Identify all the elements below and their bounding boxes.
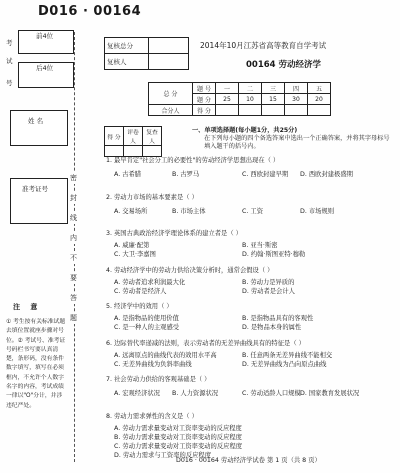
question-option[interactable]: C. 工资 [242, 207, 263, 215]
front4-label: 前4位 [36, 32, 54, 40]
reviewer-cell[interactable] [149, 54, 189, 70]
score-gain-3[interactable] [262, 105, 285, 116]
seal-char-3: 线 [70, 214, 77, 222]
question-option[interactable]: B. 劳动力是异质的 [242, 278, 295, 286]
score-h5: 五 [308, 83, 331, 94]
score-gain-5[interactable] [308, 105, 331, 116]
question-stem: 4. 劳动经济学中的劳动力供给决策分析时，通常会假设（ ） [106, 266, 274, 274]
question-option[interactable]: B. 人力资源状况 [172, 390, 219, 397]
question-option[interactable]: A. 是指物品的使用价值 [114, 315, 179, 322]
question-option[interactable]: D. 劳动者是会计人 [242, 287, 295, 295]
page-footer: D016 · 00164 劳动经济学试卷 第 1 页（共 8 页） [176, 457, 321, 464]
combiner-label: 合分人 [149, 105, 193, 116]
score-h4: 四 [285, 83, 308, 94]
question-stem: 1. 最早肯定"社会分工的必要性"的劳动经济学思想出现在（ ） [106, 157, 280, 164]
score-p0: 题 分 [193, 94, 216, 105]
name-label: 姓 名 [28, 117, 44, 125]
question-option[interactable]: B. 是指物品具有的客观性 [242, 315, 314, 322]
permit-number-label: 准考证号 [22, 185, 48, 193]
seal-char-4: 内 [70, 234, 77, 242]
question-option[interactable]: B. 市场主体 [172, 207, 206, 215]
paper-code: D016 · 00164 [38, 4, 142, 19]
seal-char-6: 要 [70, 274, 77, 282]
score-gain-label: 得 分 [193, 105, 216, 116]
section-grader-label: 评卷人 [124, 127, 143, 146]
question-stem: 8. 劳动力需求弹性的含义是（ ） [106, 412, 198, 420]
score-p5: 20 [308, 94, 331, 105]
question-option[interactable]: A. 劳动力需求量变动对工资率变动的反应程度 [114, 424, 242, 432]
review-total-label: 复核总分 [105, 38, 149, 54]
section-checker-cell[interactable] [143, 146, 162, 157]
question-option[interactable]: A. 远离原点的曲线代表的效用水平高 [114, 351, 217, 359]
question-option[interactable]: B. 劳动力需求量变动对工资率变动的反应程度 [114, 433, 242, 441]
question-stem: 5. 经济学中的效用（ ） [106, 303, 173, 310]
question-option[interactable]: A. 交易场所 [114, 207, 148, 215]
section-title: 一、单项选择题(每小题1分，共25分) [192, 127, 298, 134]
question-option[interactable]: B. 亚当·斯密 [242, 242, 278, 249]
section-grader-cell[interactable] [124, 146, 143, 157]
question-option[interactable]: C. 西欧封建早期 [242, 171, 289, 178]
back4-label: 后4位 [36, 64, 54, 72]
question-option[interactable]: C. 无差异曲线为负斜率曲线 [114, 360, 192, 368]
question-option[interactable]: D. 西欧封建极盛期 [300, 171, 353, 178]
notes-title: 注 意 [13, 303, 42, 311]
score-h3: 三 [262, 83, 285, 94]
score-p1: 25 [216, 94, 239, 105]
score-h0: 题 号 [193, 83, 216, 94]
question-option[interactable]: B. 古罗马 [172, 171, 200, 178]
score-h1: 一 [216, 83, 239, 94]
question-option[interactable]: C. 劳动者是经济人 [114, 287, 167, 295]
question-option[interactable]: D. 是物品本身的属性 [242, 324, 302, 331]
question-stem: 2. 劳动力市场的基本要素是（ ） [106, 193, 198, 201]
seal-char-1: 密 [70, 174, 77, 182]
score-p4: 30 [285, 94, 308, 105]
score-h2: 二 [239, 83, 262, 94]
section-score-cell[interactable] [105, 146, 124, 157]
question-option[interactable]: D. 劳动力需求与工资率的反应程度 [114, 451, 212, 459]
examinee-label: 考 [6, 39, 13, 47]
seal-char-8: 题 [70, 314, 77, 322]
question-option[interactable]: D. 国家教育发展状况 [300, 390, 360, 397]
question-option[interactable]: A. 古希腊 [114, 171, 142, 178]
question-option[interactable]: C. 是一种人的主观感受 [114, 324, 180, 331]
reviewer-label: 复核人 [105, 54, 149, 70]
seal-char-7: 答 [70, 294, 77, 302]
score-p3: 15 [262, 94, 285, 105]
seal-char-2: 封 [70, 194, 77, 202]
question-option[interactable]: A. 劳动者追求利润最大化 [114, 278, 186, 286]
seal-char-5: 不 [70, 254, 77, 262]
score-gain-1[interactable] [216, 105, 239, 116]
total-label: 总 分 [149, 83, 193, 105]
subject-title: 00164 劳动经济学 [246, 60, 322, 70]
exam-title: 2014年10月江苏省高等教育自学考试 [200, 41, 327, 50]
section-score-table [104, 126, 162, 157]
question-option[interactable]: D. 无差异曲线为凸向原点曲线 [242, 360, 327, 368]
section-checker-label: 复查人 [143, 127, 162, 146]
section-instructions: 在下列每小题的四个备选答案中选出一个正确答案，并将其字母标号填入题干的括号内。 [204, 135, 390, 150]
question-stem: 7. 社会劳动力供给的客观基础是（ ） [106, 376, 211, 383]
question-option[interactable]: C. 大卫·李嘉图 [114, 251, 156, 258]
test-label: 试 [6, 57, 13, 65]
score-gain-2[interactable] [239, 105, 262, 116]
num-label: 号 [6, 79, 13, 87]
question-option[interactable]: A. 宏观经济状况 [114, 390, 160, 397]
question-stem: 3. 英国古典政治经济学理论体系的建立者是（ ） [106, 230, 242, 237]
question-option[interactable]: D. 市场规则 [300, 207, 335, 215]
section-score-label: 得 分 [105, 127, 124, 146]
review-total-cell[interactable] [149, 38, 189, 54]
score-gain-4[interactable] [285, 105, 308, 116]
score-p2: 10 [239, 94, 262, 105]
question-option[interactable]: B. 任意两条无差异曲线不能相交 [242, 351, 333, 359]
section-heading [192, 127, 392, 151]
question-option[interactable]: A. 威廉·配第 [114, 242, 150, 249]
question-option[interactable]: D. 约翰·斯图亚特·穆勒 [242, 251, 306, 258]
question-option[interactable]: C. 劳动力需求量变动对工资率变动的反应程度 [114, 442, 243, 450]
review-table [104, 37, 189, 70]
question-stem: 6. 边际替代率递减的法则，表示劳动者的无差异曲线具有的特征是（ ） [106, 339, 305, 347]
question-option[interactable]: C. 劳动适龄人口规模 [242, 390, 301, 397]
score-table [148, 82, 331, 116]
seal-line [74, 32, 75, 462]
notes-text: ① 考生按有关标准试题去填位置就座步骤对号位。② 考试号、准考证号码栏书写要认真清楚，条形码，没有条件数字填写，填写在必须框内，不允许个人数字名字的内容，考试成绩一律以"O"分计，并涉违纪严处。 [6, 319, 66, 409]
